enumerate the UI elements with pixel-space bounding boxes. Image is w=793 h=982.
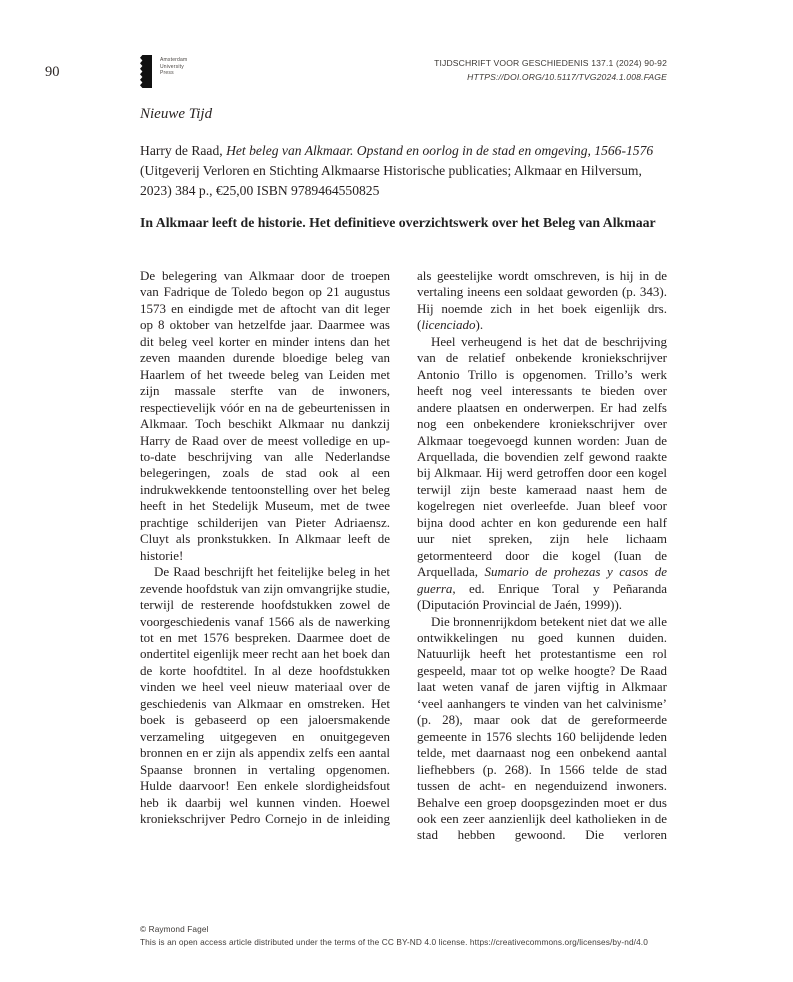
aup-logo-text-line: Press xyxy=(160,70,174,77)
page-header-right xyxy=(434,56,667,84)
body-paragraph xyxy=(417,334,667,614)
italic-text: Het beleg van Alkmaar. Opstand en oorlog in de stad en omgeving, 1566-1576 xyxy=(226,143,654,158)
text-segment: Harry de Raad, xyxy=(140,143,227,158)
article-body xyxy=(140,268,667,844)
aup-logo-text-line: Amsterdam xyxy=(160,57,188,63)
text-segment: De belegering van Alkmaar door de troepen van Fadrique de Toledo begon op 21 augustus 1573 en eindigde met de aftocht van dit leger op 8 oktober van hetzelfde jaar. Daarmee was dit beleg veel korter en minder intens dan het zeven maanden durende bloedige beleg van Haarlem of het tweede beleg van Leiden met zijn massale sterfte van de inwoners, respectievelijk vóór en na de gebeurtenissen in Alkmaar. Toch beschikt Alkmaar nu dankzij Harry de Raad over de meest volledige en up-to-date beschrijving van alle Nederlandse belegeringen, zoals de stad ook al een indrukwekkende tentoonstelling over het beleg heeft in het Stedelijk Museum, met de twee prachtige schilderijen van Pieter Adriaensz. Cluyt als pronkstukken. In Alkmaar leeft de historie! xyxy=(140,268,390,563)
text-segment: Heel verheugend is het dat de beschrijving van de relatief onbekende kroniekschrijver Antonio Trillo is opgenomen. Trillo’s werk heeft nog veel interessants te bieden over andere plaatsen en onderwerpen. Er had zelfs nog een onbekendere kroniekschrijver over Alkmaar toegevoegd kunnen worden: Juan de Arquellada, die bovendien zelf gewond raakte bij Alkmaar. Hij werd getroffen door een kogel terwijl zijn beste kameraad naast hem de kogelregen niet overleefde. Juan bleef voor bijna dood achter en kon gedurende een half uur niet spreken, zijn hele lichaam getormenteerd door die kogel (Iuan de Arquellada, xyxy=(417,333,667,580)
italic-text: Sumario de prohezas y casos de guerra xyxy=(417,564,667,596)
review-title: In Alkmaar leeft de historie. Het definitieve overzichtswerk over het Beleg van Alkmaar xyxy=(140,215,656,230)
section-label: Nieuwe Tijd xyxy=(140,106,213,122)
aup-logo-text-line: University xyxy=(160,63,184,70)
page-number: 90 xyxy=(45,64,60,80)
page-footer xyxy=(140,923,700,948)
journal-reference: TIJDSCHRIFT VOOR GESCHIEDENIS 137.1 (2024) 90-92 xyxy=(434,58,667,68)
aup-logo xyxy=(140,55,187,88)
text-segment: , ed. Enrique Toral y Peñaranda (Diputación Provincial de Jaén, 1999)). xyxy=(417,580,667,613)
text-segment: De Raad beschrijft het feitelijke beleg in het zevende hoofdstuk van zijn omvangrijke studie, terwijl de resterende hoofdstukken zowel de voorgeschiedenis vanaf 1566 als de nawerking tot en met 1576 bespreken. Daarmee doet de ondertitel eigenlijk meer recht aan het boek dan de korte hoofdtitel. In al deze hoofdstukken vinden we heel veel nieuw materiaal over de geschiedenis van Alkmaar en omstreken. Het boek is gebaseerd op een jaloersmakende verzameling uitgegeven en onuitgegeven bronnen en er zijn als appendix zelfs een aantal Spaanse bronnen in vertaling opgenomen. Hulde daarvoor! Een enkele slordigheidsfout heb ik daarbij wel kunnen vinden. Hoewel kroniekschrijver Pedro Cornejo in de inleiding xyxy=(140,564,390,826)
book-citation xyxy=(140,141,670,201)
column-left xyxy=(140,268,390,844)
text-segment: (Uitgeverij Verloren en Stichting Alkmaarse Historische publicaties; Alkmaar en Hilversum, 2023) 384 p., €25,00 ISBN 9789464550825 xyxy=(140,163,642,198)
body-paragraph xyxy=(140,564,390,827)
aup-logo-mark xyxy=(140,55,153,88)
italic-text: licenciado xyxy=(421,317,476,333)
text-segment: als geestelijke wordt omschreven, is hij in de vertaling ineens een soldaat geworden (p. 343). Hij noemde zich in het boek eigenlijk drs. ( xyxy=(417,268,667,333)
body-paragraph xyxy=(417,268,667,334)
text-segment: Die bronnenrijkdom betekent niet dat we alle ontwikkelingen nu goed kunnen duiden. Natuurlijk heeft het protestantisme een rol gespeeld, maar tot op welke hoogte? De Raad laat weten vanaf de jaren vijftig in Alkmaar ‘veel aanhangers te vinden van het calvinisme’ (p. 28), maar ook dat de gereformeerde gemeente in 1576 slechts 160 belijdende leden telde, met daarnaast nog een onbekend aantal liefhebbers (p. 268). In 1566 telde de stad tussen de acht- en negenduizend inwoners. Behalve een groep doopsgezinden moet er dus ook een zeer aanzienlijk deel katholieken in de stad hebben gewoond. Die verloren xyxy=(417,613,667,843)
doi-link[interactable]: HTTPS://DOI.ORG/10.5117/TVG2024.1.008.FAGE xyxy=(467,72,667,82)
body-paragraph xyxy=(417,614,667,844)
copyright-line: © Raymond Fagel xyxy=(140,924,209,934)
aup-logo-text xyxy=(160,55,187,77)
license-line: This is an open access article distributed under the terms of the CC BY-ND 4.0 license. https://creativecommons.org/licenses/by-nd/4.0 xyxy=(140,936,648,947)
body-paragraph xyxy=(140,268,390,564)
text-segment: ). xyxy=(475,317,484,333)
column-right xyxy=(417,268,667,844)
